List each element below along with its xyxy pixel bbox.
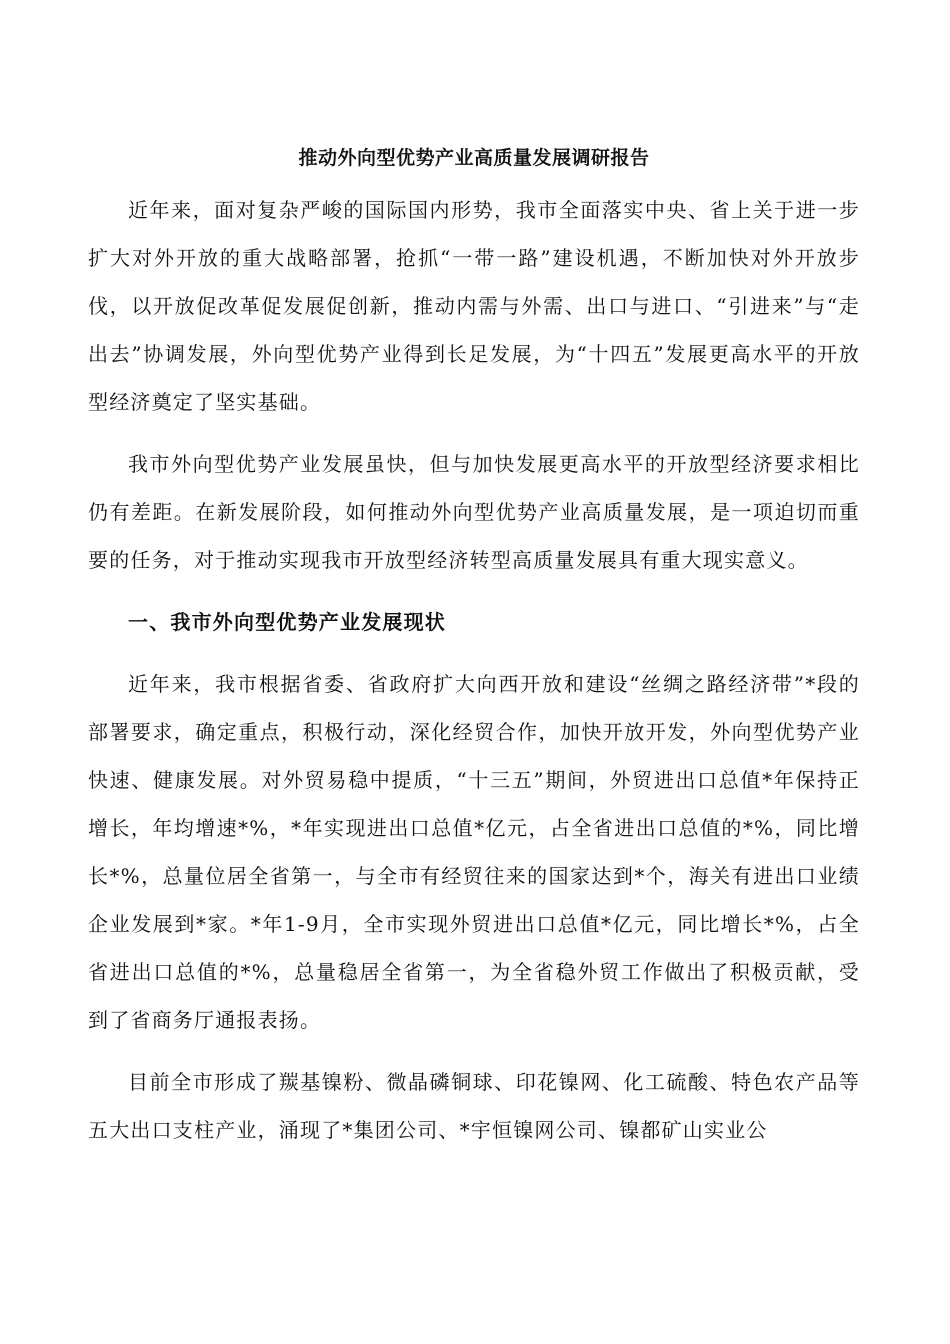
intro-paragraph-2: 我市外向型优势产业发展虽快，但与加快发展更高水平的开放型经济要求相比仍有差距。在新发展阶段，如何推动外向型优势产业高质量发展，是一项迫切而重要的任务，对于推动实现我市开放型经济转型高质量发展具有重大现实意义。	[88, 452, 860, 572]
section-heading-1: 一、我市外向型优势产业发展现状	[128, 610, 446, 634]
document-page	[88, 138, 860, 1168]
section1-paragraph-1: 近年来，我市根据省委、省政府扩大向西开放和建设“丝绸之路经济带”*段的部署要求，确定重点，积极行动，深化经贸合作，加快开放开发，外向型优势产业快速、健康发展。对外贸易稳中提质，“十三五”期间，外贸进出口总值*年保持正增长，年均增速*%，*年实现进出口总值*亿元，占全省进出口总值的*%，同比增长*%，总量位居全省第一，与全市有经贸往来的国家达到*个，海关有进出口业绩企业发展到*家。*年1-9月，全市实现外贸进出口总值*亿元，同比增长*%，占全省进出口总值的*%，总量稳居全省第一，为全省稳外贸工作做出了积极贡献，受到了省商务厅通报表扬。	[88, 672, 860, 1032]
document-title: 推动外向型优势产业高质量发展调研报告	[298, 147, 650, 169]
intro-paragraph-1: 近年来，面对复杂严峻的国际国内形势，我市全面落实中央、省上关于进一步扩大对外开放的重大战略部署，抢抓“一带一路”建设机遇，不断加快对外开放步伐，以开放促改革促发展促创新，推动内需与外需、出口与进口、“引进来”与“走出去”协调发展，外向型优势产业得到长足发展，为“十四五”发展更高水平的开放型经济奠定了坚实基础。	[88, 198, 860, 414]
section1-paragraph-2: 目前全市形成了羰基镍粉、微晶磷铜球、印花镍网、化工硫酸、特色农产品等五大出口支柱产业，涌现了*集团公司、*宇恒镍网公司、镍都矿山实业公	[88, 1070, 860, 1142]
